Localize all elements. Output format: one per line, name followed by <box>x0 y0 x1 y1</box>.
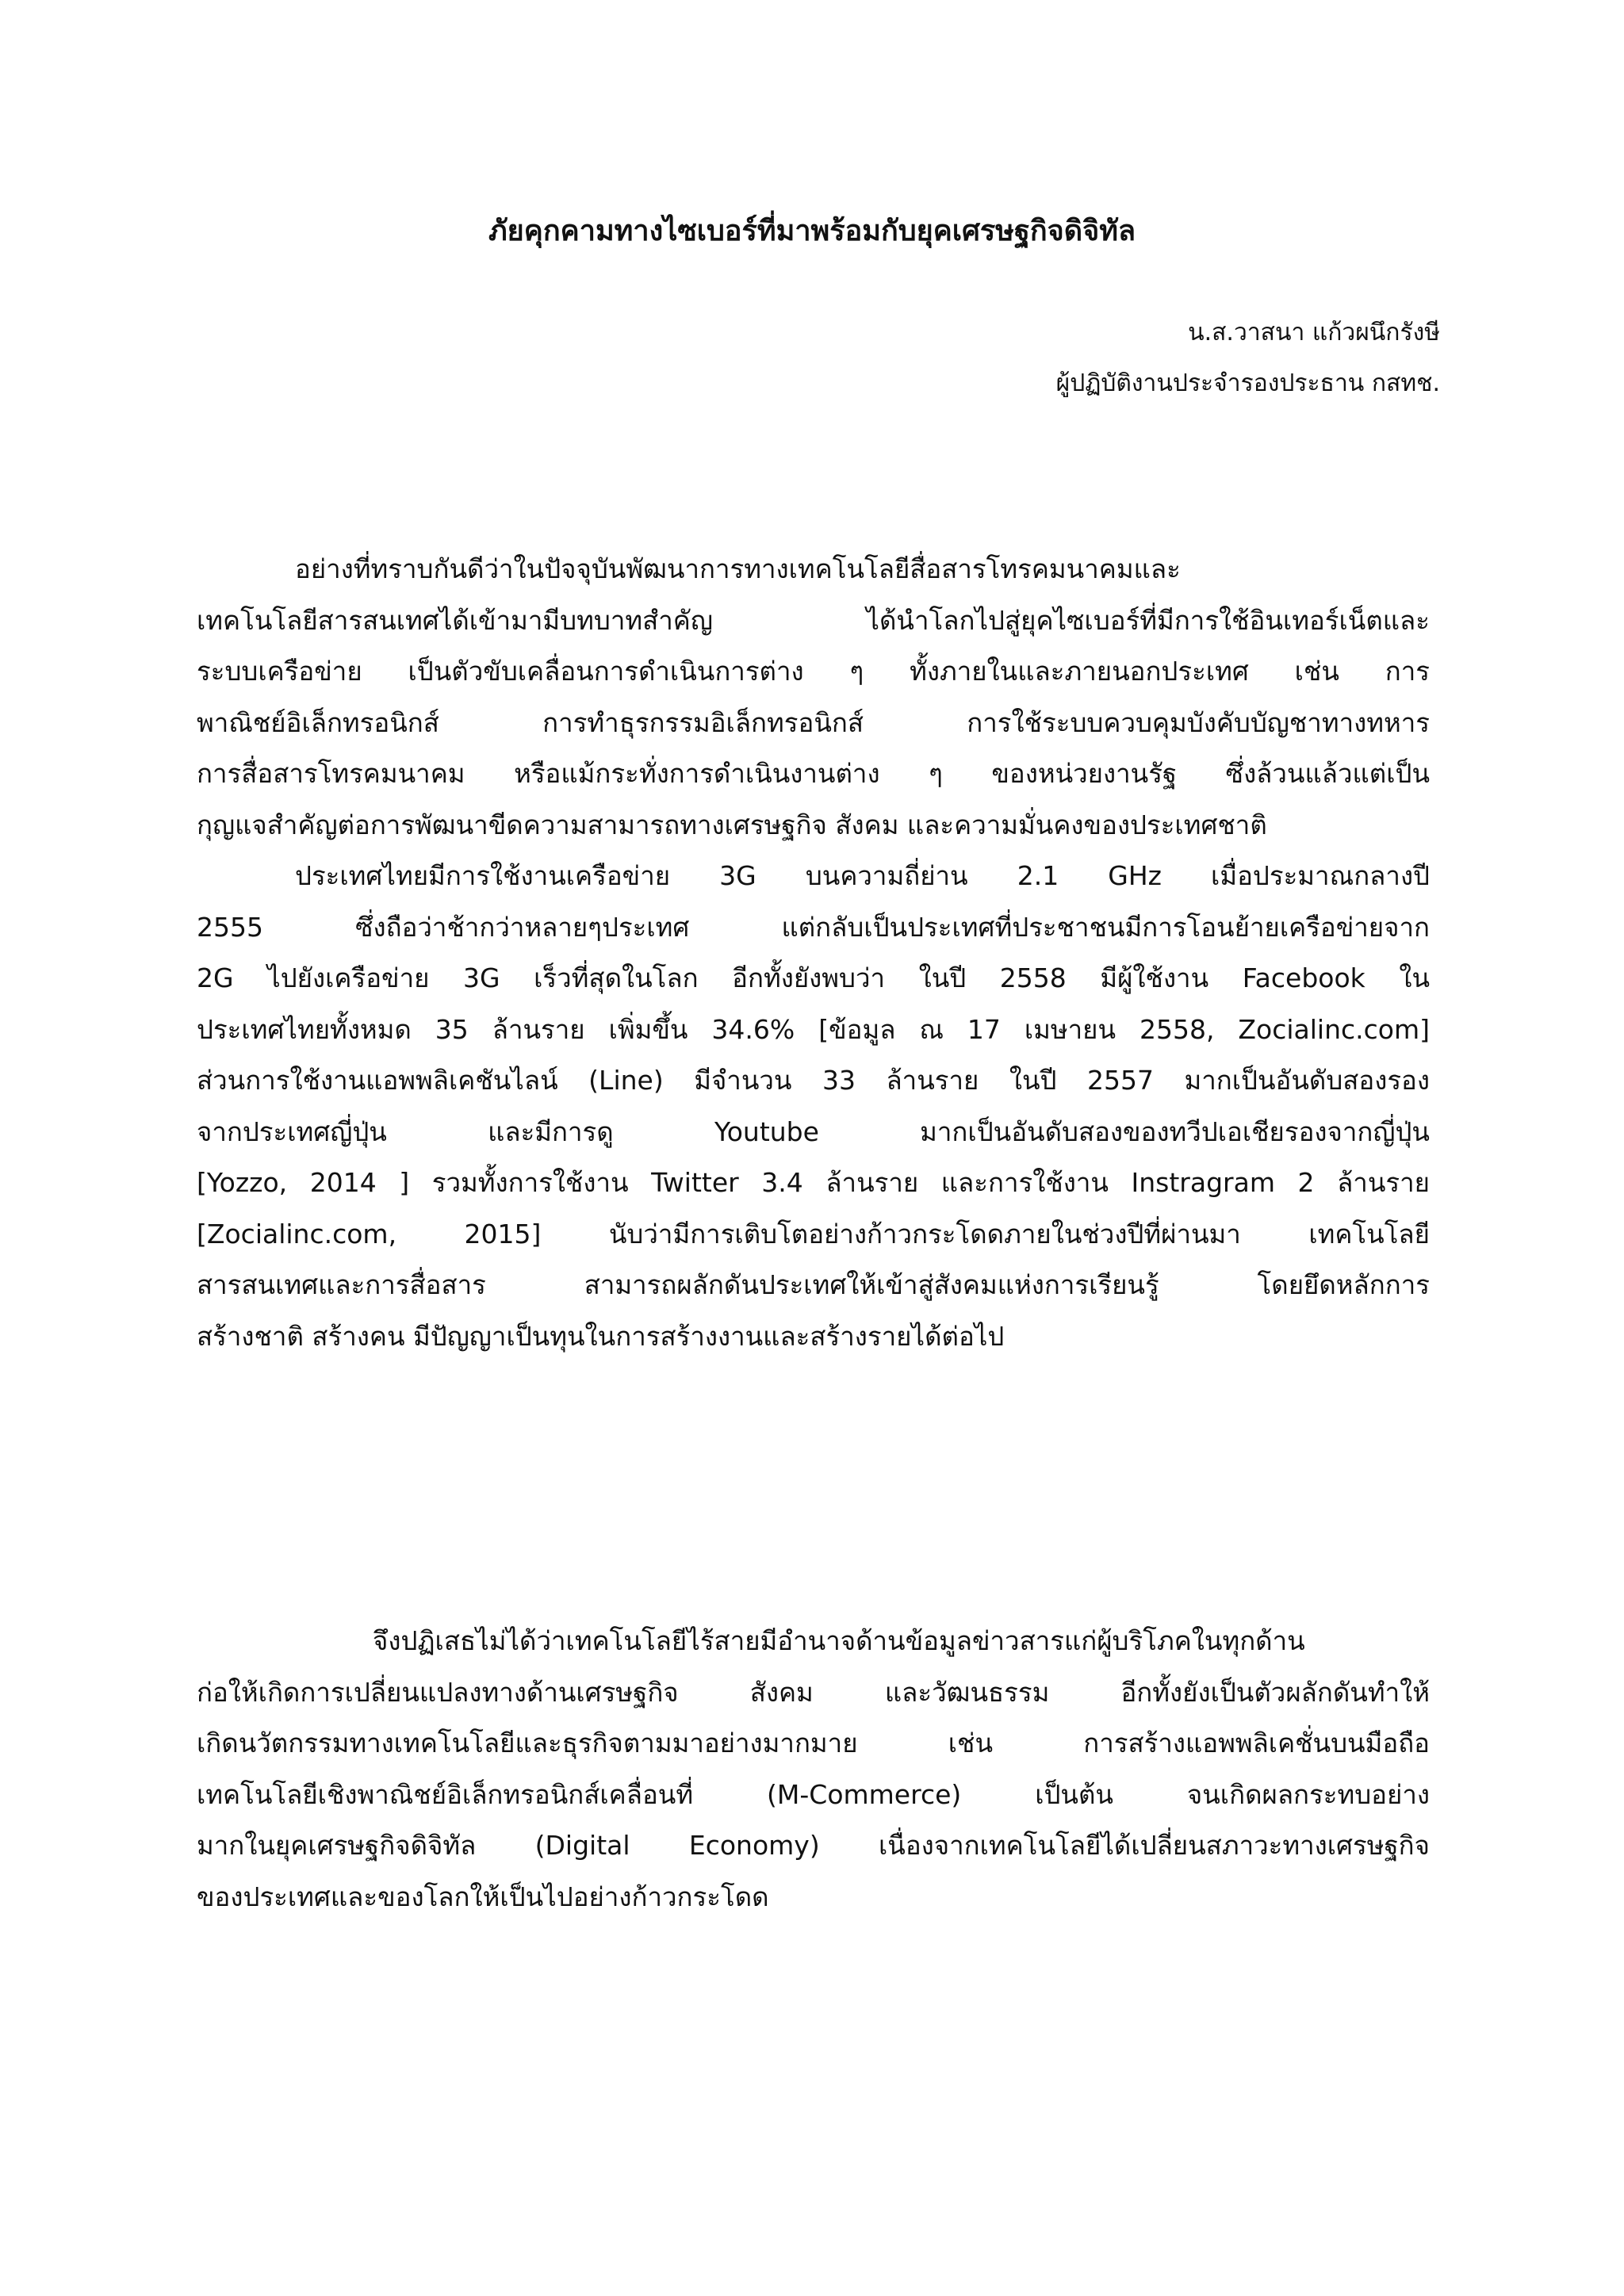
paragraph-line: ระบบเครือข่าย เป็นตัวขับเคลื่อนการดำเนินการต่าง ๆ ทั้งภายในและภายนอกประเทศ เช่น การ <box>197 656 1430 687</box>
paragraph-line: จึงปฏิเสธไม่ได้ว่าเทคโนโลยีไร้สายมีอำนาจด้านข้อมูลข่าวสารแก่ผู้บริโภคในทุกด้าน <box>373 1625 1305 1656</box>
paragraph-3 <box>197 1616 1430 1923</box>
paragraph-line: สร้างชาติ สร้างคน มีปัญญาเป็นทุนในการสร้างงานและสร้างรายได้ต่อไป <box>197 1320 1005 1352</box>
paragraph-line: พาณิชย์อิเล็กทรอนิกส์ การทำธุรกรรมอิเล็กทรอนิกส์ การใช้ระบบควบคุมบังคับบัญชาทางทหาร <box>197 706 1430 738</box>
body-text-upper <box>197 544 1430 1362</box>
paragraph-line: [Yozzo, 2014 ] รวมทั้งการใช้งาน Twitter 3.4 ล้านราย และการใช้งาน Instragram 2 ล้านราย <box>197 1167 1430 1198</box>
paragraph-line: ประเทศไทยมีการใช้งานเครือข่าย 3G บนความถี่ย่าน 2.1 GHz เมื่อประมาณกลางปี <box>295 860 1430 891</box>
paragraph-line: สารสนเทศและการสื่อสาร สามารถผลักดันประเทศให้เข้าสู่สังคมแห่งการเรียนรู้ โดยยึดหลักการ <box>197 1269 1430 1300</box>
paragraph-line: เทคโนโลยีเชิงพาณิชย์อิเล็กทรอนิกส์เคลื่อนที่ (M-Commerce) เป็นต้น จนเกิดผลกระทบอย่าง <box>197 1778 1430 1810</box>
paragraph-line: เทคโนโลยีสารสนเทศได้เข้ามามีบทบาทสำคัญ ได้นำโลกไปสู่ยุคไซเบอร์ที่มีการใช้อินเทอร์เน็ตและ <box>197 604 1430 636</box>
paragraph-line: กุญแจสำคัญต่อการพัฒนาขีดความสามารถทางเศรษฐกิจ สังคม และความมั่นคงของประเทศชาติ <box>197 809 1267 840</box>
paragraph-line: จากประเทศญี่ปุ่น และมีการดู Youtube มากเป็นอันดับสองของทวีปเอเชียรองจากญี่ปุ่น <box>197 1115 1430 1147</box>
paragraph-line: เกิดนวัตกรรมทางเทคโนโลยีและธุรกิจตามมาอย่างมากมาย เช่น การสร้างแอพพลิเคชั่นบนมือถือ <box>197 1728 1430 1758</box>
paragraph-line: อย่างที่ทราบกันดีว่าในปัจจุบันพัฒนาการทางเทคโนโลยีสื่อสารโทรคมนาคมและ <box>295 553 1181 584</box>
paragraph-1 <box>197 544 1430 851</box>
author-name: น.ส.วาสนา แก้วผนึกรังษี <box>1188 319 1440 346</box>
paragraph-line: มากในยุคเศรษฐกิจดิจิทัล (Digital Economy) เนื่องจากเทคโนโลยีได้เปลี่ยนสภาวะทางเศรษฐกิจ <box>197 1830 1430 1861</box>
paragraph-line: ส่วนการใช้งานแอพพลิเคชันไลน์ (Line) มีจำนวน 33 ล้านราย ในปี 2557 มากเป็นอันดับสองรอง <box>197 1065 1430 1096</box>
author-block <box>1056 308 1440 409</box>
paragraph-line: การสื่อสารโทรคมนาคม หรือแม้กระทั่งการดำเนินงานต่าง ๆ ของหน่วยงานรัฐ ซึ่งล้วนแล้วแต่เป็น <box>197 758 1430 789</box>
paragraph-line: ก่อให้เกิดการเปลี่ยนแปลงทางด้านเศรษฐกิจ สังคม และวัฒนธรรม อีกทั้งยังเป็นตัวผลักดันทำให้ <box>197 1676 1430 1708</box>
paragraph-2 <box>197 851 1430 1362</box>
body-text-lower <box>197 1616 1430 1923</box>
author-position: ผู้ปฏิบัติงานประจำรองประธาน กสทช. <box>1055 369 1440 397</box>
paragraph-line: [Zocialinc.com, 2015] นับว่ามีการเติบโตอย่างก้าวกระโดดภายในช่วงปีที่ผ่านมา เทคโนโลยี <box>197 1218 1430 1249</box>
paragraph-line: ของประเทศและของโลกให้เป็นไปอย่างก้าวกระโดด <box>197 1881 769 1912</box>
paragraph-line: ประเทศไทยทั้งหมด 35 ล้านราย เพิ่มขึ้น 34.6% [ข้อมูล ณ 17 เมษายน 2558, Zocialinc.com] <box>197 1013 1430 1045</box>
document-title: ภัยคุกคามทางไซเบอร์ที่มาพร้อมกับยุคเศรษฐกิจดิจิทัล <box>488 215 1136 247</box>
paragraph-line: 2G ไปยังเครือข่าย 3G เร็วที่สุดในโลก อีกทั้งยังพบว่า ในปี 2558 มีผู้ใช้งาน Facebook ใน <box>197 962 1430 993</box>
paragraph-line: 2555 ซึ่งถือว่าช้ากว่าหลายๆประเทศ แต่กลับเป็นประเทศที่ประชาชนมีการโอนย้ายเครือข่ายจาก <box>197 911 1430 943</box>
